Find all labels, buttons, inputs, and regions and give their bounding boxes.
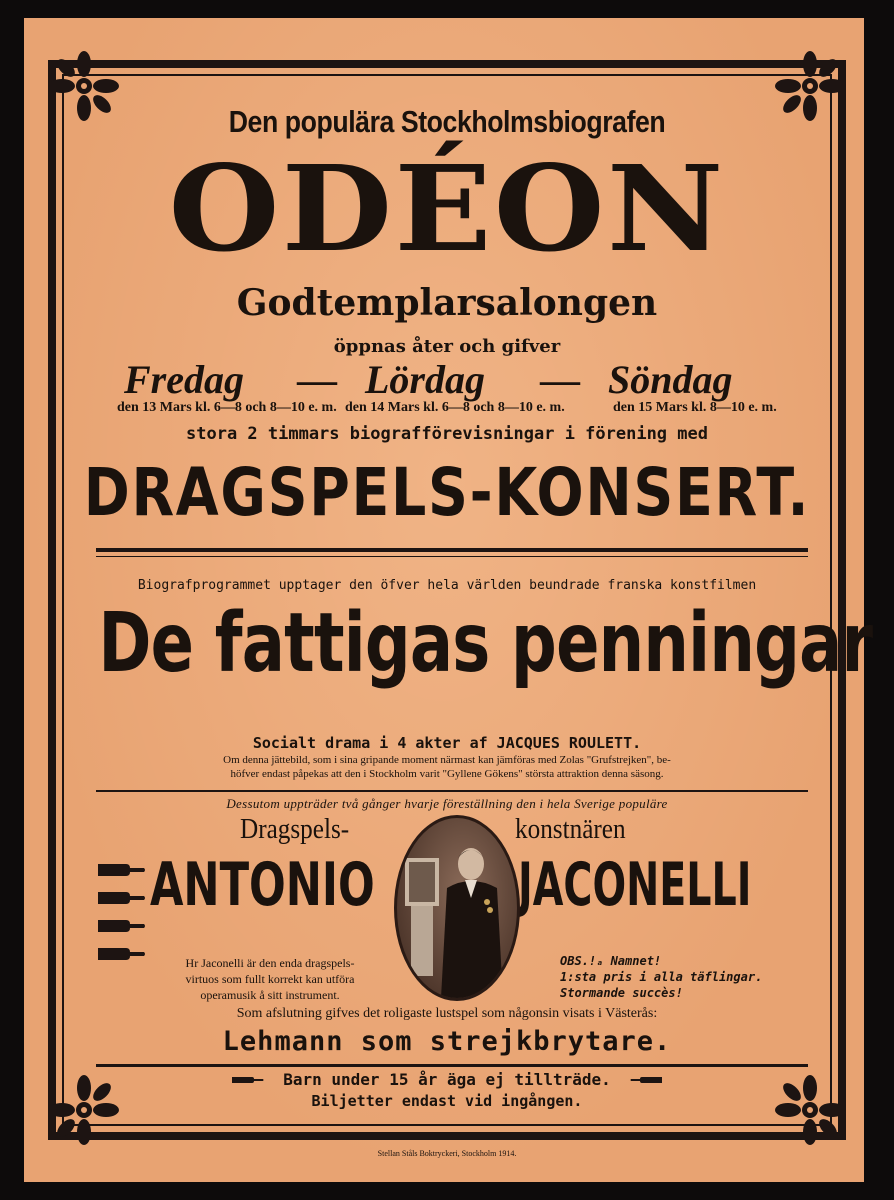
- artist-label-left: Dragspels-: [240, 814, 350, 845]
- divider: [96, 790, 808, 792]
- pointing-hand-icon: [96, 888, 146, 908]
- concert-title: DRAGSPELS-KONSERT.: [83, 454, 811, 531]
- artist-last-name: JACONELLI: [518, 850, 752, 920]
- program-intro: stora 2 timmars biografförevisningar i förening med: [186, 424, 708, 444]
- play-title: Lehmann som strejkbrytare.: [222, 1026, 672, 1057]
- artist-label-right: konstnären: [515, 814, 626, 845]
- poster-title: ODÉON: [168, 139, 726, 278]
- pointing-hand-icon: [630, 1074, 662, 1086]
- pointing-hands: [96, 860, 152, 972]
- film-title: De fattigas penningar: [98, 596, 873, 691]
- day-separator: —: [297, 357, 337, 402]
- pointing-hand-icon: [96, 860, 146, 880]
- intro-line: Den populära Stockholmsbiografen: [228, 104, 666, 139]
- opens-line: öppnas åter och gifver: [333, 336, 561, 357]
- age-restriction: Barn under 15 år äga ej tillträde.: [283, 1070, 611, 1089]
- day-sunday: Söndag: [608, 357, 733, 402]
- divider: [96, 548, 808, 552]
- artist-note-line: Stormande succès!: [560, 986, 683, 1000]
- artist-note-line: 1:sta pris i alla täflingar.: [560, 970, 763, 984]
- printer-credit: Stellan Ståls Boktryckeri, Stockholm 1914.: [377, 1149, 517, 1158]
- dessutom-line: Dessutom uppträder två gånger hvarje föreställning den i hela Sverige populäre: [226, 796, 668, 811]
- portrait-figure: [397, 818, 517, 998]
- day-sunday-detail: den 15 Mars kl. 8—10 e. m.: [613, 400, 777, 415]
- day-saturday: Lördag: [365, 357, 485, 402]
- tickets-line: Biljetter endast vid ingången.: [311, 1092, 583, 1110]
- day-friday-detail: den 13 Mars kl. 6—8 och 8—10 e. m.: [117, 400, 337, 415]
- venue-name: Godtemplarsalongen: [236, 282, 658, 324]
- artist-note-line: OBS.!ₐ Namnet!: [560, 954, 662, 968]
- artist-description-line: Hr Jaconelli är den enda dragspels-: [185, 956, 355, 970]
- film-note-line: höfver endast påpekas att den i Stockholm varit "Gyllene Gökens" största attraktion denna säsong.: [230, 768, 664, 780]
- divider: [96, 556, 808, 557]
- day-friday: Fredag: [124, 357, 244, 402]
- day-separator: —: [540, 357, 580, 402]
- bio-intro: Biografprogrammet upptager den öfver hela världen beundrade franska konstfilmen: [137, 578, 757, 593]
- artist-description-line: operamusik å sitt instrument.: [200, 988, 340, 1002]
- portrait-photo: [394, 815, 520, 1001]
- day-saturday-detail: den 14 Mars kl. 6—8 och 8—10 e. m.: [345, 400, 565, 415]
- pointing-hand-icon: [96, 944, 146, 964]
- pointing-hand-icon: [96, 916, 146, 936]
- drama-line: Socialt drama i 4 akter af JACQUES ROULETT.: [252, 734, 642, 752]
- artist-description-line: virtuos som fullt korrekt kan utföra: [185, 972, 355, 986]
- divider: [96, 1064, 808, 1067]
- artist-first-name: ANTONIO: [150, 850, 375, 920]
- closing-line: Som afslutning gifves det roligaste lustspel som någonsin visats i Västerås:: [236, 1006, 658, 1021]
- film-note-line: Om denna jättebild, som i sina gripande moment närmast kan jämföras med Zolas "Grufstrejken", be-: [223, 754, 671, 766]
